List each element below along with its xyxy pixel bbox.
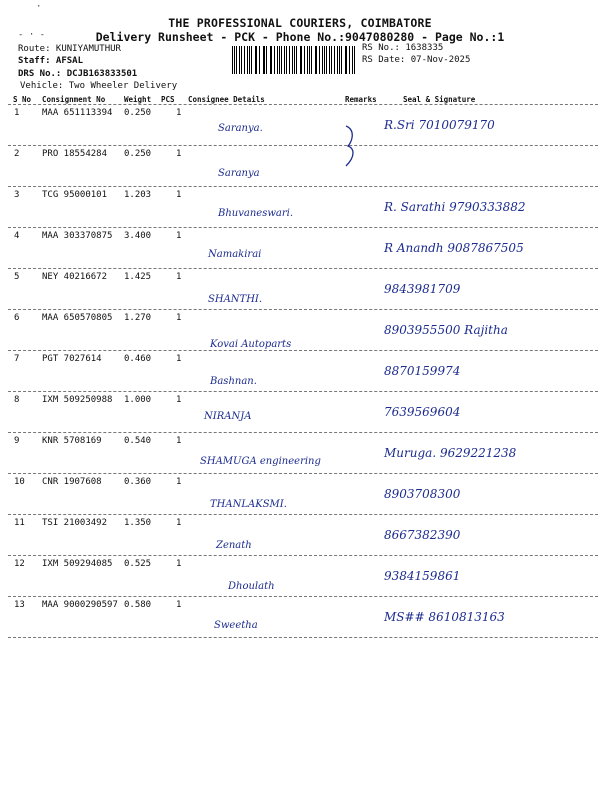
row-consignee-name: Bashnan. xyxy=(210,376,257,387)
row-consignment-no: NEY 40216672 xyxy=(42,272,108,282)
row-pieces: 1 xyxy=(176,313,182,323)
row-weight: 1.000 xyxy=(124,395,152,405)
row-consignment-no: TCG 95000101 xyxy=(42,190,108,200)
row-consignee-name: Saranya xyxy=(218,168,260,179)
row-divider xyxy=(8,227,598,228)
row-weight: 1.425 xyxy=(124,272,152,282)
row-consignment-no: TSI 21003492 xyxy=(42,518,108,528)
bracket-mark-icon xyxy=(338,122,368,172)
row-consignment-no: KNR 5708169 xyxy=(42,436,102,446)
runsheet-subtitle: Delivery Runsheet - PCK - Phone No.:9047080280 - Page No.:1 xyxy=(95,30,505,44)
row-seal-signature: 9384159861 xyxy=(384,569,461,583)
row-pieces: 1 xyxy=(176,149,182,159)
row-divider xyxy=(8,555,598,556)
row-consignee-name: Bhuvaneswari. xyxy=(218,208,294,219)
row-seal-signature: R. Sarathi 9790333882 xyxy=(384,200,526,214)
row-serial: 4 xyxy=(14,231,20,241)
col-consignee: Consignee Details xyxy=(188,95,265,104)
row-seal-signature: 7639569604 xyxy=(384,405,461,419)
row-seal-signature: MS## 8610813163 xyxy=(384,610,505,624)
row-seal-signature: Muruga. 9629221238 xyxy=(384,446,517,460)
vehicle-info: Vehicle: Two Wheeler Delivery xyxy=(20,81,178,91)
corner-mark: - · - xyxy=(18,30,46,40)
row-serial: 10 xyxy=(14,477,25,487)
row-divider xyxy=(8,596,598,597)
drs-info: DRS No.: DCJB163833501 xyxy=(18,69,138,79)
row-weight: 0.250 xyxy=(124,108,152,118)
row-pieces: 1 xyxy=(176,231,182,241)
row-consignment-no: MAA 303370875 xyxy=(42,231,113,241)
row-serial: 11 xyxy=(14,518,25,528)
row-seal-signature: 8903708300 xyxy=(384,487,461,501)
row-serial: 3 xyxy=(14,190,20,200)
row-weight: 0.525 xyxy=(124,559,152,569)
row-consignee-name: NIRANJA xyxy=(204,411,252,422)
staff-info: Staff: AFSAL xyxy=(18,56,84,66)
row-seal-signature: 8667382390 xyxy=(384,528,461,542)
row-pieces: 1 xyxy=(176,395,182,405)
row-serial: 6 xyxy=(14,313,20,323)
row-pieces: 1 xyxy=(176,600,182,610)
header-divider xyxy=(8,104,598,105)
row-seal-signature: 8903955500 Rajitha xyxy=(384,323,508,337)
row-serial: 1 xyxy=(14,108,20,118)
barcode xyxy=(232,46,356,74)
row-consignee-name: Saranya. xyxy=(218,123,263,134)
row-weight: 0.540 xyxy=(124,436,152,446)
row-consignee-name: Zenath xyxy=(216,540,252,551)
row-seal-signature: 8870159974 xyxy=(384,364,461,378)
row-weight: 0.250 xyxy=(124,149,152,159)
route-info: Route: KUNIYAMUTHUR xyxy=(18,44,121,54)
row-weight: 1.203 xyxy=(124,190,152,200)
row-weight: 1.350 xyxy=(124,518,152,528)
col-remarks: Remarks xyxy=(345,95,377,104)
row-consignment-no: CNR 1907608 xyxy=(42,477,102,487)
col-consignment: Consignment No xyxy=(42,95,106,104)
row-pieces: 1 xyxy=(176,272,182,282)
row-serial: 13 xyxy=(14,600,25,610)
row-pieces: 1 xyxy=(176,518,182,528)
row-serial: 5 xyxy=(14,272,20,282)
row-serial: 7 xyxy=(14,354,20,364)
row-divider xyxy=(8,350,598,351)
row-consignment-no: IXM 509294085 xyxy=(42,559,113,569)
row-consignee-name: THANLAKSMI. xyxy=(210,499,287,510)
row-seal-signature: R Anandh 9087867505 xyxy=(384,241,524,255)
row-seal-signature: R.Sri 7010079170 xyxy=(384,118,495,132)
row-divider xyxy=(8,473,598,474)
row-consignee-name: Namakirai xyxy=(208,249,262,260)
row-consignee-name: Sweetha xyxy=(214,620,258,631)
row-serial: 2 xyxy=(14,149,20,159)
rs-number: RS No.: 1638335 xyxy=(362,43,444,53)
row-divider xyxy=(8,145,598,146)
row-weight: 3.400 xyxy=(124,231,152,241)
row-consignee-name: SHAMUGA engineering xyxy=(200,456,321,467)
row-divider xyxy=(8,186,598,187)
row-pieces: 1 xyxy=(176,354,182,364)
row-consignee-name: Kovai Autoparts xyxy=(210,339,292,350)
row-serial: 8 xyxy=(14,395,20,405)
row-divider xyxy=(8,637,598,638)
row-pieces: 1 xyxy=(176,190,182,200)
row-weight: 1.270 xyxy=(124,313,152,323)
row-consignment-no: MAA 651113394 xyxy=(42,108,113,118)
corner-mark: · xyxy=(36,2,42,12)
row-divider xyxy=(8,514,598,515)
row-divider xyxy=(8,268,598,269)
row-consignment-no: PGT 7027614 xyxy=(42,354,102,364)
col-seal: Seal & Signature xyxy=(403,95,476,104)
row-consignment-no: MAA 650570805 xyxy=(42,313,113,323)
row-weight: 0.360 xyxy=(124,477,152,487)
col-pcs: PCS xyxy=(161,95,175,104)
row-consignee-name: SHANTHI. xyxy=(208,294,263,305)
row-weight: 0.460 xyxy=(124,354,152,364)
rs-date: RS Date: 07-Nov-2025 xyxy=(362,55,471,65)
row-consignee-name: Dhoulath xyxy=(228,581,275,592)
col-weight: Weight xyxy=(124,95,152,104)
row-divider xyxy=(8,309,598,310)
row-consignment-no: PRO 18554284 xyxy=(42,149,108,159)
row-seal-signature: 9843981709 xyxy=(384,282,461,296)
row-consignment-no: IXM 509250988 xyxy=(42,395,113,405)
row-serial: 9 xyxy=(14,436,20,446)
row-divider xyxy=(8,391,598,392)
row-serial: 12 xyxy=(14,559,25,569)
row-consignment-no: MAA 9000290597 xyxy=(42,600,118,610)
company-title: THE PROFESSIONAL COURIERS, COIMBATORE xyxy=(168,16,432,30)
row-weight: 0.580 xyxy=(124,600,152,610)
row-pieces: 1 xyxy=(176,477,182,487)
row-pieces: 1 xyxy=(176,436,182,446)
row-divider xyxy=(8,432,598,433)
row-pieces: 1 xyxy=(176,559,182,569)
row-pieces: 1 xyxy=(176,108,182,118)
col-sno: S No xyxy=(13,95,32,104)
